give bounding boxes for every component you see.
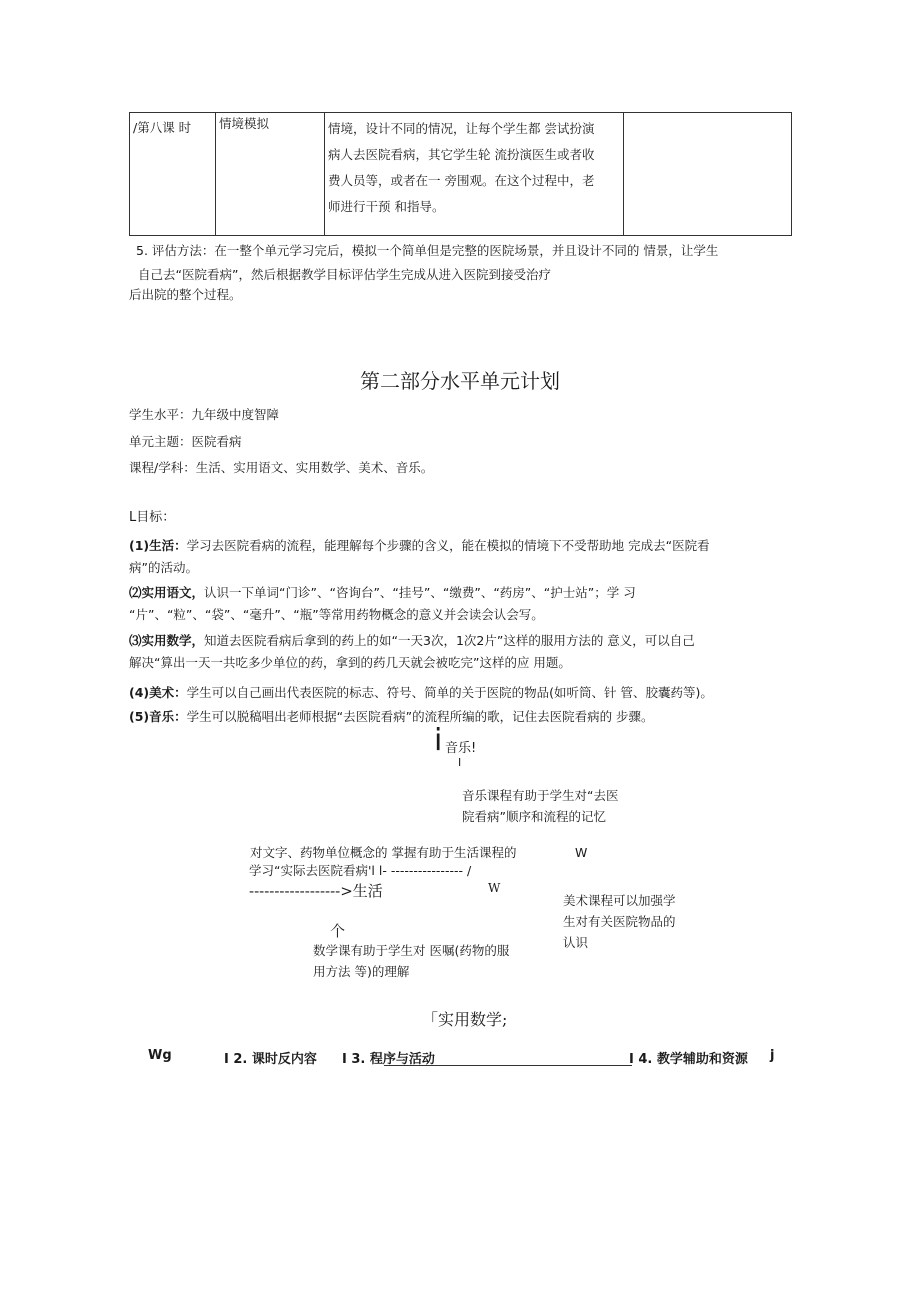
goal-text: 解决“算出一天一共吃多少单位的药，拿到的药几天就会被吃完”这样的应 用题。: [129, 655, 571, 670]
header-col-3: I 3. 程序与活动: [342, 1052, 435, 1067]
activity-line: 费人员等，或者在一 旁围观。在这个过程中，老: [328, 173, 595, 188]
music-text-line: 音乐课程有助于学生对“去医: [462, 788, 619, 803]
goal-label: ⑵实用语文，: [129, 585, 205, 600]
goals-heading: L目标：: [129, 510, 176, 525]
art-text-line: 生对有关医院物品的: [563, 914, 676, 929]
goal-text: “片”、“粒”、“袋”、“毫升”、“瓶”等常用药物概念的意义并会读会认会写。: [129, 607, 544, 622]
evaluation-line-1: 5. 评估方法：在一整个单元学习完后，模拟一个简单但是完整的医院场景，并且设计不同的 情景，让学生: [136, 243, 719, 258]
goal-label: ⑶实用数学，: [129, 633, 205, 648]
subjects: 课程/学科：生活、实用语文、实用数学、美术、音乐。: [129, 460, 434, 475]
goal-item: [129, 582, 794, 626]
header-col-5: j: [770, 1048, 775, 1063]
goal-text: 病”的活动。: [129, 560, 198, 575]
chinese-line-2: 学习“实际去医院看病'l l- ---------------- /: [249, 863, 472, 878]
content-cell: [216, 113, 325, 236]
part-title: 第二部分水平单元计划: [360, 369, 560, 393]
lesson-label: /第八课 时: [133, 120, 192, 135]
resources-cell: [624, 113, 792, 236]
arrow-to-life: ------------------>生活: [249, 882, 383, 900]
student-level: 学生水平：九年级中度智障: [129, 407, 280, 422]
activity-cell: [325, 113, 624, 236]
evaluation-line-2: 自己去“医院看病”，然后根据教学目标评估学生完成从进入医院到接受治疗: [138, 267, 551, 282]
goal-text: 认识一下单词“门诊”、“咨询台”、“挂号”、“缴费”、“药房”、“护士站”；学 习: [204, 585, 636, 600]
math-text-line: 数学课有助于学生对 医嘱(药物的服: [313, 943, 510, 958]
math-text: [313, 940, 509, 982]
music-text-line: 院看病”顺序和流程的记忆: [462, 809, 606, 824]
up-arrow-mark: 个: [330, 922, 346, 940]
goal-text: 学生可以自己画出代表医院的标志、符号、简单的关于医院的物品(如听筒、针 管、胶囊药等)。: [186, 685, 713, 700]
goal-text: 学习去医院看病的流程，能理解每个步骤的含义，能在模拟的情境下不受帮助地 完成去“医院看: [186, 538, 710, 553]
goal-label: (5)音乐：: [129, 709, 187, 724]
music-label: 音乐!: [445, 741, 477, 756]
goal-item: [129, 682, 794, 704]
music-text: [462, 785, 618, 827]
goal-label: (4)美术：: [129, 685, 187, 700]
music-bar: I: [458, 756, 462, 769]
evaluation-line-3: 后出院的整个过程。: [129, 287, 242, 302]
goal-label: (1)生活：: [129, 538, 187, 553]
activity-line: 情境，设计不同的情况，让每个学生都 尝试扮演: [328, 121, 595, 136]
art-text: [563, 890, 676, 953]
activity-line: 病人去医院看病，其它学生轮 流扮演医生或者收: [328, 147, 595, 162]
unit-theme: 单元主题：医院看病: [129, 434, 242, 449]
music-i-mark: i: [434, 723, 443, 758]
table-row: [130, 113, 792, 236]
content-label: 情境模拟: [219, 116, 270, 131]
art-text-line: 美术课程可以加强学: [563, 893, 676, 908]
lesson-table: [129, 112, 792, 236]
arrow-w: W: [488, 881, 501, 895]
math-box-label: 「实用数学;: [422, 1010, 508, 1029]
header-col-4: I 4. 教学辅助和资源: [629, 1052, 748, 1067]
chinese-w: W: [575, 845, 588, 860]
goal-text: 知道去医院看病后拿到的药上的如“一天3次，1次2片”这样的服用方法的 意义，可以自己: [204, 633, 695, 648]
goal-text: 学生可以脱稿唱出老师根据“去医院看病”的流程所编的歌，记住去医院看病的 步骤。: [186, 709, 654, 724]
lesson-cell: [130, 113, 216, 236]
art-text-line: 认识: [563, 935, 589, 950]
header-col-1: Wg: [148, 1048, 172, 1063]
header-underline: [384, 1065, 632, 1066]
chinese-line-1: 对文字、药物单位概念的 掌握有助于生活课程的: [250, 845, 517, 860]
header-col-2: I 2. 课时反内容: [224, 1052, 317, 1067]
goal-item: [129, 706, 794, 728]
activity-line: 师进行干预 和指导。: [328, 199, 445, 214]
math-text-line: 用方法 等)的理解: [313, 964, 410, 979]
goal-item: [129, 630, 794, 674]
goal-item: [129, 535, 794, 579]
